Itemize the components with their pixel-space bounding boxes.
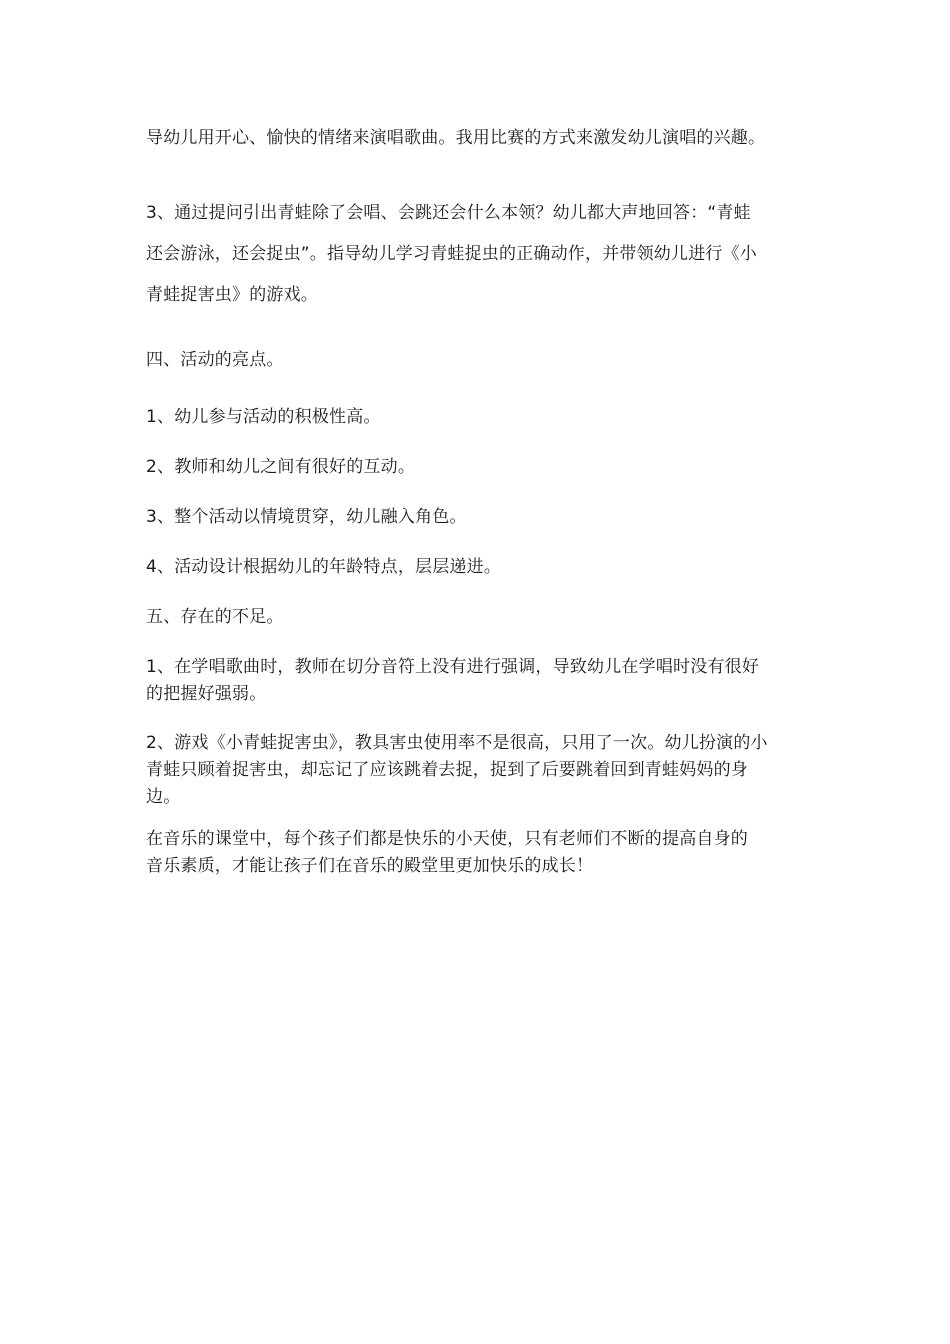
paragraph-conclusion [146, 826, 816, 880]
section-5-heading: 五、存在的不足。 [146, 607, 284, 627]
text-line: 导幼儿用开心、愉快的情绪来演唱歌曲。我用比赛的方式来激发幼儿演唱的兴趣。 [146, 128, 766, 148]
text-line: 在音乐的课堂中，每个孩子们都是快乐的小天使，只有老师们不断的提高自身的 [146, 829, 748, 849]
section-5-item-1 [146, 654, 816, 708]
text-line: 2、游戏《小青蛙捉害虫》，教具害虫使用率不是很高，只用了一次。幼儿扮演的小 [146, 733, 768, 753]
text-line: 青蛙捉害虫》的游戏。 [146, 285, 318, 305]
section-4-item-3: 3、整个活动以情境贯穿，幼儿融入角色。 [146, 507, 467, 527]
text-line: 还会游泳，还会捉虫”。指导幼儿学习青蛙捉虫的正确动作，并带领幼儿进行《小 [146, 244, 758, 264]
text-line: 边。 [146, 787, 181, 807]
text-line: 1、在学唱歌曲时，教师在切分音符上没有进行强调，导致幼儿在学唱时没有很好 [146, 657, 760, 677]
section-4-heading: 四、活动的亮点。 [146, 350, 284, 370]
text-line: 青蛙只顾着捉害虫，却忘记了应该跳着去捉，捉到了后要跳着回到青蛙妈妈的身 [146, 760, 748, 780]
section-4-item-1: 1、幼儿参与活动的积极性高。 [146, 407, 381, 427]
section-4-item-4: 4、活动设计根据幼儿的年龄特点，层层递进。 [146, 557, 502, 577]
paragraph-item-3 [146, 193, 816, 316]
section-5-item-2 [146, 730, 816, 811]
text-line: 3、通过提问引出青蛙除了会唱、会跳还会什么本领？幼儿都大声地回答：“青蛙 [146, 203, 751, 223]
section-4-item-2: 2、教师和幼儿之间有很好的互动。 [146, 457, 416, 477]
paragraph-intro-end [146, 118, 816, 159]
text-line: 音乐素质，才能让孩子们在音乐的殿堂里更加快乐的成长！ [146, 856, 594, 876]
text-line: 的把握好强弱。 [146, 684, 267, 704]
